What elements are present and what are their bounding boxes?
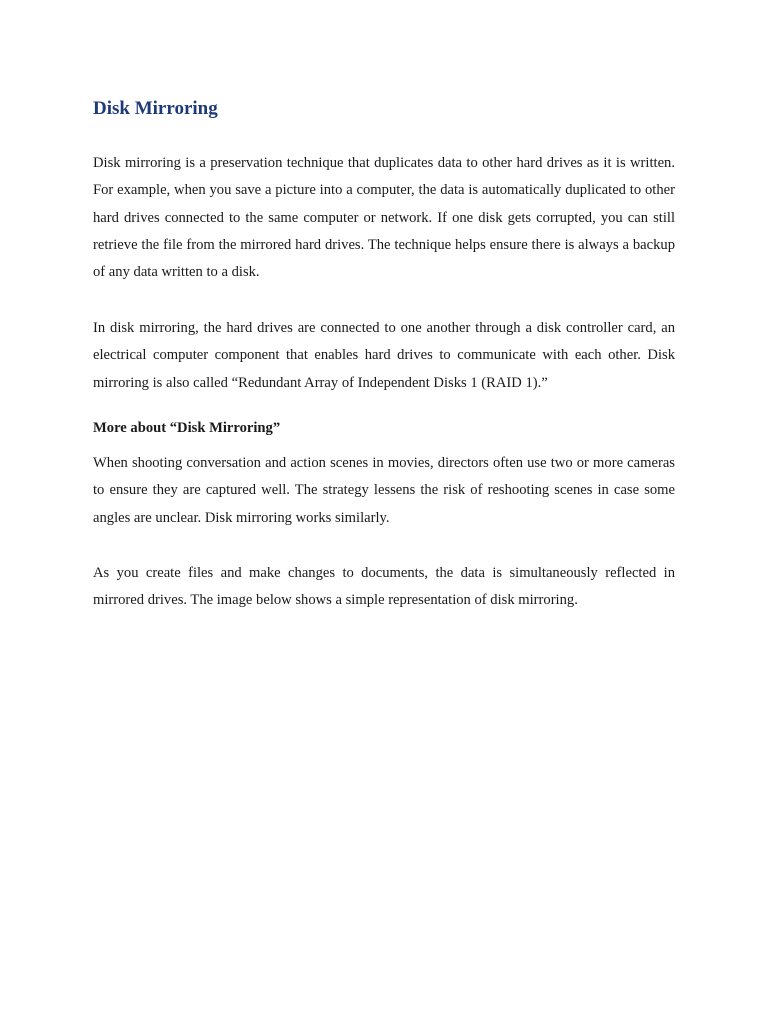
section-subheading: More about “Disk Mirroring” <box>93 420 281 436</box>
paragraph-intro: Disk mirroring is a preservation technique that duplicates data to other hard drives as it is written. For example, when you save a picture into a computer, the data is automatically duplicated to other hard drives connected to the same computer or network. If one disk gets corrupted, you can still retrieve the file from the mirrored hard drives. The technique helps ensure there is always a backup of any data written to a disk. <box>93 155 675 281</box>
page-title: Disk Mirroring <box>93 98 218 119</box>
paragraph-analogy: When shooting conversation and action scenes in movies, directors often use two or more cameras to ensure they are captured well. The strategy lessens the risk of reshooting scenes in case some angles are unclear. Disk mirroring works similarly. <box>93 455 675 526</box>
paragraph-reflection: As you create files and make changes to documents, the data is simultaneously reflected in mirrored drives. The image below shows a simple representation of disk mirroring. <box>93 565 675 609</box>
paragraph-raid: In disk mirroring, the hard drives are connected to one another through a disk controller card, an electrical computer component that enables hard drives to communicate with each other. Disk mirroring is also called “Redundant Array of Independent Disks 1 (RAID 1).” <box>93 320 675 391</box>
